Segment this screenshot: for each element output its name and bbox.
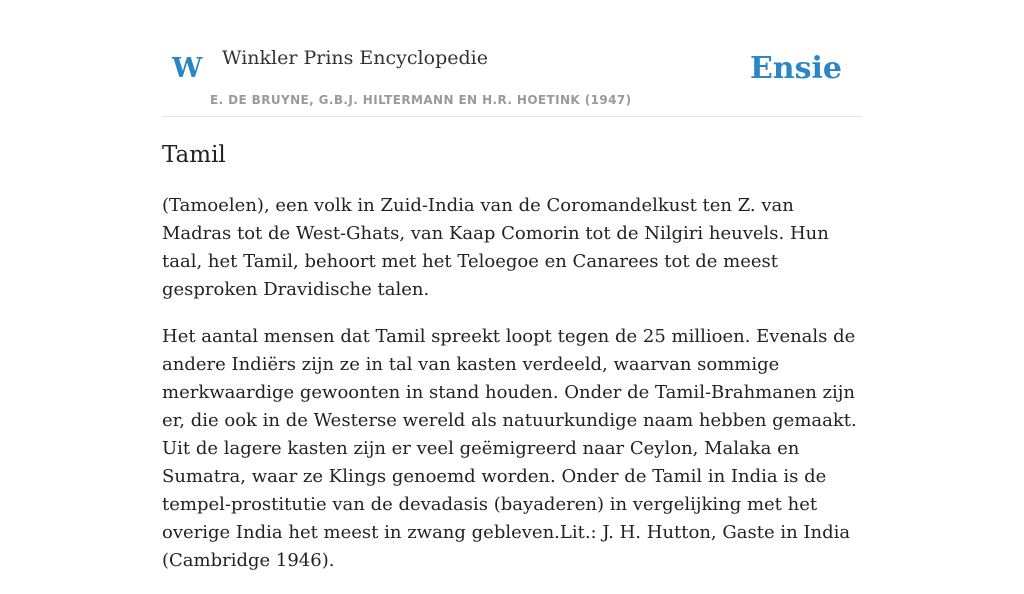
article-body bbox=[162, 192, 867, 594]
ensie-logo-link[interactable]: Ensie bbox=[749, 51, 842, 86]
article-title: Tamil bbox=[162, 142, 226, 168]
article-paragraph: (Tamoelen), een volk in Zuid-India van de Coromandelkust ten Z. van Madras tot de West-Ghats, van Kaap Comorin tot de Nilgiri heuvels. Hun taal, het Tamil, behoort met het Teloegoe en Canarees tot de meest gesproken Dravidische talen. bbox=[162, 195, 829, 300]
source-header bbox=[162, 30, 862, 117]
article-paragraph: Het aantal mensen dat Tamil spreekt loopt tegen de 25 millioen. Evenals de andere Indiërs zijn ze in tal van kasten verdeeld, waarvan sommige merkwaardige gewoonten in stand houden. Onder de Tamil-Brahmanen zijn er, die ook in de Westerse wereld als natuurkundige naam hebben gemaakt. Uit de lagere kasten zijn er veel geëmigreerd naar Ceylon, Malaka en Sumatra, waar ze Klings genoemd worden. Onder de Tamil in India is de tempel-prostitutie van de devadasis (bayaderen) in vergelijking met het overige India het meest in zwang gebleven.Lit.: J. H. Hutton, Gaste in India (Cambridge 1946). bbox=[162, 326, 857, 571]
source-authors: E. DE BRUYNE, G.B.J. HILTERMANN EN H.R. HOETINK (1947) bbox=[210, 93, 632, 107]
winkler-prins-logo[interactable]: W bbox=[172, 53, 203, 84]
source-title-link[interactable]: Winkler Prins Encyclopedie bbox=[222, 47, 488, 69]
